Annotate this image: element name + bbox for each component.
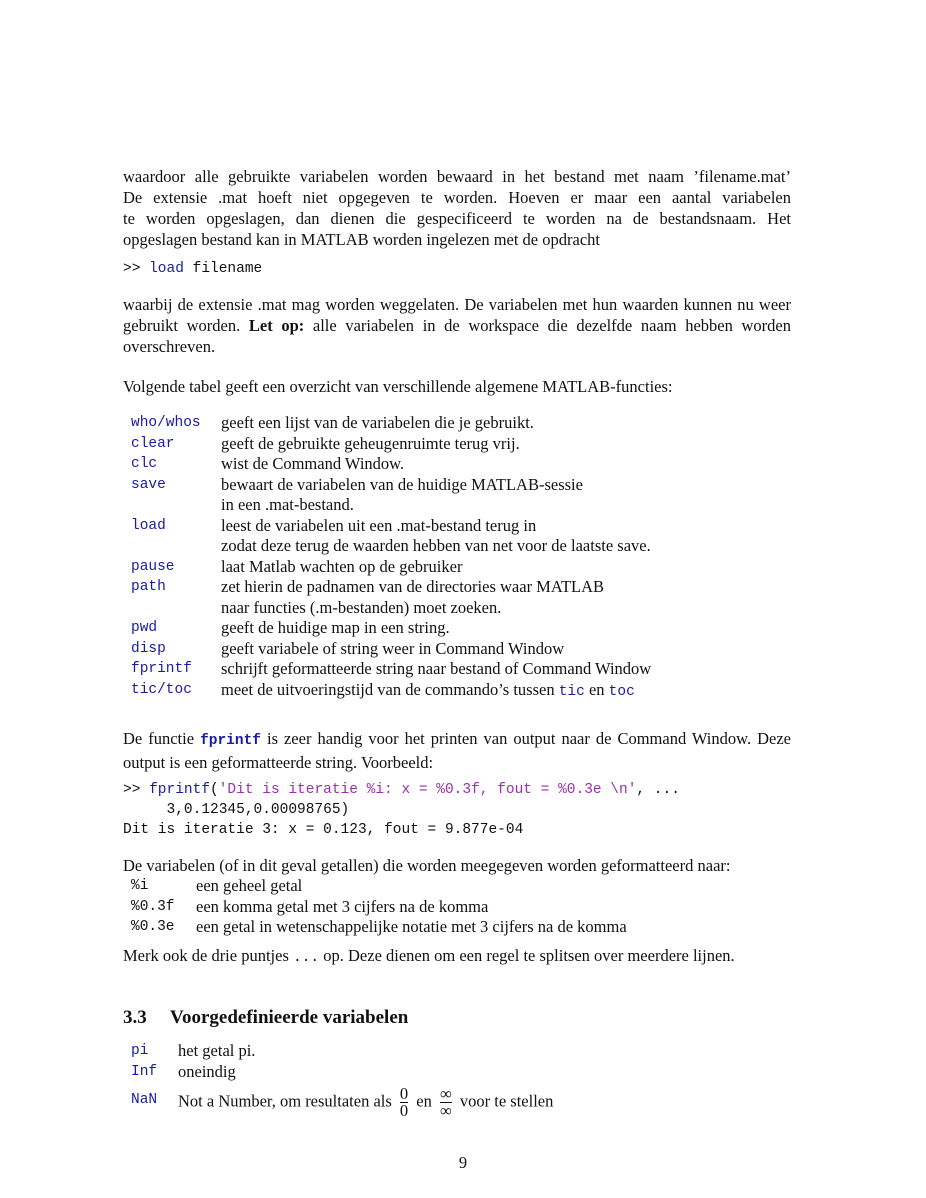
fraction-inf-over-inf: $\frac{\infty}{\infty}$ — [440, 1084, 452, 1120]
function-desc: geeft variabele of string weer in Command Window — [221, 638, 565, 658]
function-name: clear — [131, 435, 175, 452]
table-row — [128, 897, 627, 918]
code-continuation: 3,0.12345,0.00098765) — [123, 802, 350, 818]
function-desc: geeft een lijst van de variabelen die je gebruikt. — [221, 413, 534, 432]
text-line: De extensie .mat hoeft niet opgegeven te worden. Hoeven er maar een aantal variabelen — [123, 188, 791, 207]
function-desc: bewaart de variabelen van de huidige MATLAB-sessie — [221, 474, 583, 494]
table-row — [128, 1082, 553, 1119]
bold-text: Let op: — [248, 316, 305, 335]
function-name: pause — [131, 558, 175, 575]
code-fprintf: >> fprintf('Dit is iteratie %i: x = %0.3f, fout = %0.3e \n', ... — [123, 782, 680, 798]
table-row — [128, 1041, 553, 1062]
function-desc: zodat deze terug de waarden hebben van net voor de laatste save. — [221, 536, 651, 555]
keyword-fprintf: fprintf — [200, 733, 261, 749]
function-desc: zet hierin de padnamen van de directories waar MATLAB — [221, 577, 605, 596]
function-name — [128, 598, 221, 619]
text-line: te worden opgeslagen, dan dienen die gespecificeerd te worden na de bestandsnaam. Het — [123, 209, 791, 228]
prompt: >> — [123, 261, 150, 277]
table-row — [128, 659, 651, 680]
table-row — [128, 454, 651, 475]
variable-desc: het getal pi. — [178, 1041, 256, 1060]
text: De variabelen (of in dit geval getallen) die worden meegegeven worden geformatteerd naar: — [123, 856, 731, 875]
section-title: Voorgedefinieerde variabelen — [170, 1007, 409, 1028]
table-row — [128, 618, 651, 639]
function-desc: leest de variabelen uit een .mat-bestand terug in — [221, 515, 537, 535]
keyword-load: load — [149, 261, 184, 277]
table-row — [128, 917, 627, 938]
table-row — [128, 680, 651, 703]
table-row — [128, 557, 651, 578]
text: is zeer handig voor het printen van output naar de Command Window. Deze output is een geformatteerde string. Voorbeeld: — [123, 729, 791, 772]
function-name: path — [131, 579, 166, 595]
function-name: save — [131, 476, 166, 493]
paragraph-5 — [123, 855, 791, 876]
table-row — [128, 598, 651, 619]
function-name: pwd — [131, 620, 158, 636]
function-desc: geeft de huidige map in een string. — [221, 618, 450, 637]
section-number: 3.3 — [123, 1007, 147, 1028]
function-name: fprintf — [131, 661, 192, 677]
format-desc: een geheel getal — [196, 876, 303, 895]
function-desc: schrijft geformatteerde string naar bestand of Command Window — [221, 659, 652, 678]
table-row — [128, 475, 651, 496]
string-literal: 'Dit is iteratie %i: x = %0.3f, fout = %0.3e \n' — [218, 782, 637, 798]
keyword-fprintf: fprintf — [149, 782, 211, 798]
table-row — [128, 495, 651, 516]
function-desc: meet de uitvoeringstijd van de commando’s tussen tic en toc — [221, 679, 635, 700]
table-row — [128, 536, 651, 557]
function-name: clc — [131, 456, 158, 472]
paragraph-1 — [123, 166, 791, 250]
function-desc: geeft de gebruikte geheugenruimte terug vrij. — [221, 433, 520, 453]
function-name: tic/toc — [131, 681, 192, 698]
table-row — [128, 434, 651, 455]
variable-name: NaN — [131, 1092, 158, 1108]
dots: ... — [293, 950, 320, 966]
text: Volgende tabel geeft een overzicht van verschillende algemene MATLAB-functies: — [123, 377, 673, 396]
code-arg: filename — [183, 261, 263, 277]
function-name: disp — [131, 640, 166, 657]
variable-name: Inf — [131, 1063, 158, 1080]
code-output: Dit is iteratie 3: x = 0.123, fout = 9.877e-04 — [123, 822, 524, 838]
variable-name: pi — [131, 1043, 149, 1059]
code-load — [123, 259, 262, 279]
table-row — [128, 577, 651, 598]
predefined-table — [128, 1041, 553, 1119]
function-name: load — [131, 517, 166, 534]
function-table — [128, 413, 651, 702]
function-desc: laat Matlab wachten op de gebruiker — [221, 556, 463, 576]
function-name: who/whos — [131, 415, 201, 431]
keyword-toc: toc — [608, 683, 635, 700]
function-name — [128, 536, 221, 557]
fraction-zero-over-zero: $\frac{0}{0}$ — [399, 1084, 409, 1120]
keyword-tic: tic — [558, 683, 585, 700]
page-number: 9 — [458, 1153, 468, 1172]
text-line: waardoor alle gebruikte variabelen worden bewaard in het bestand met naam ’filename.mat’ — [123, 167, 791, 186]
table-row — [128, 413, 651, 434]
table-row — [128, 639, 651, 660]
format-spec: %0.3f — [131, 898, 175, 915]
text: alle variabelen in de workspace die dezelfde naam hebben worden overschreven. — [123, 316, 791, 356]
table-row — [128, 516, 651, 537]
function-name — [128, 495, 221, 516]
format-spec: %i — [131, 878, 149, 894]
paragraph-3 — [123, 376, 791, 397]
text: De functie — [123, 729, 201, 748]
paragraph-2 — [123, 294, 791, 357]
table-row — [128, 1062, 553, 1083]
function-desc: in een .mat-bestand. — [221, 495, 354, 514]
format-desc: een getal in wetenschappelijke notatie met 3 cijfers na de komma — [196, 917, 627, 936]
format-spec: %0.3e — [131, 919, 175, 935]
variable-desc: oneindig — [178, 1061, 236, 1081]
format-table — [128, 876, 627, 938]
variable-desc: Not a Number, om resultaten als $\frac{0}{0}$ en $\frac{\infty}{\infty}$ voor te stellen — [178, 1084, 554, 1120]
paragraph-6: Merk ook de drie puntjes ... op. Deze dienen om een regel te splitsen over meerdere lijnen. — [123, 946, 735, 966]
section-heading — [123, 1007, 408, 1029]
table-row — [128, 876, 627, 897]
paragraph-4 — [123, 728, 791, 773]
text-line: opgeslagen bestand kan in MATLAB worden ingelezen met de opdracht — [123, 230, 600, 249]
text: waarbij de extensie .mat mag worden weggelaten. De variabelen met hun waarden kunnen nu weer gebruikt worden. — [123, 295, 791, 335]
format-desc: een komma getal met 3 cijfers na de komma — [196, 896, 489, 916]
function-desc: naar functies (.m-bestanden) moet zoeken. — [221, 597, 502, 617]
function-desc: wist de Command Window. — [221, 454, 405, 473]
